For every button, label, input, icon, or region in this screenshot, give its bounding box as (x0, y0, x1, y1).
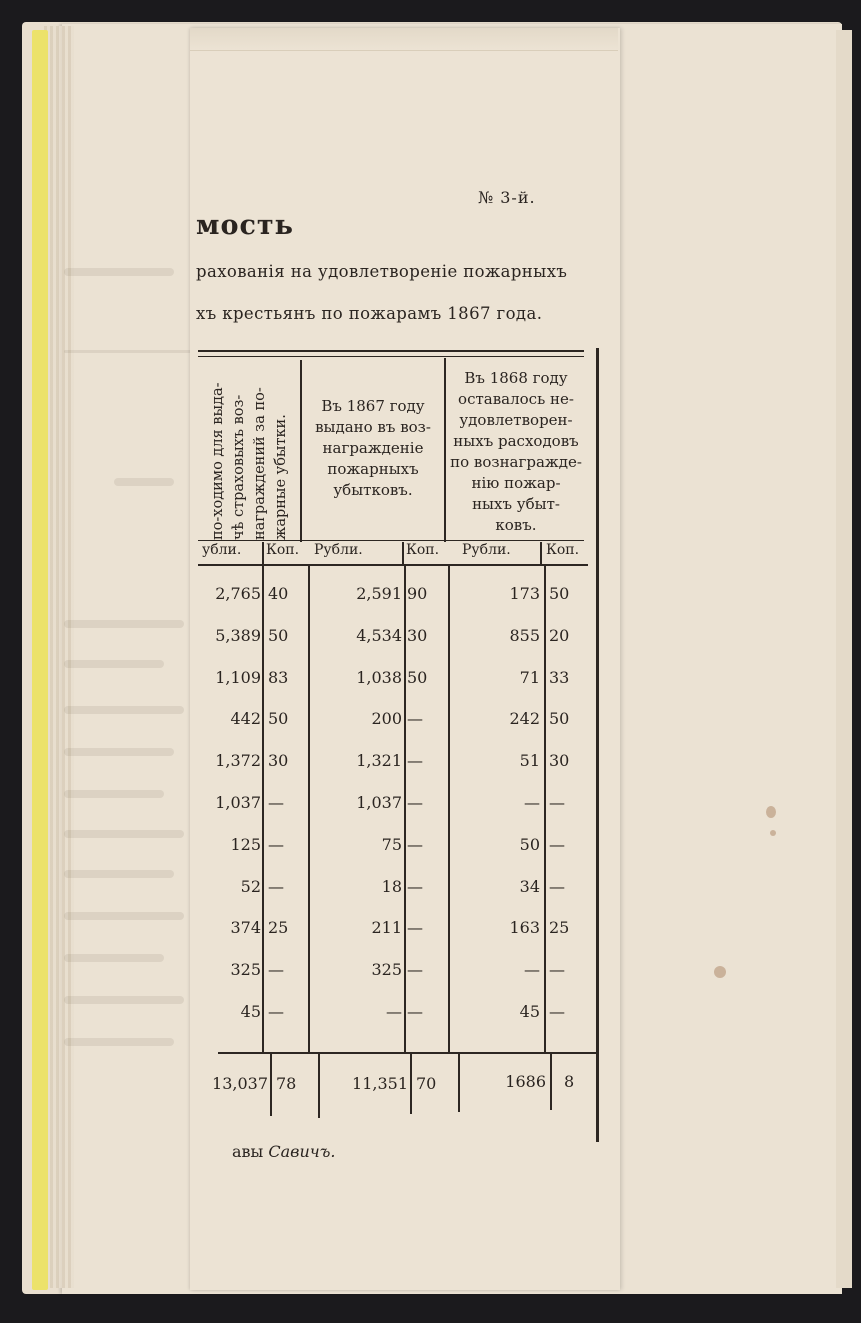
col1-header (200, 362, 300, 542)
col1-header-line: награждений за по- (252, 387, 268, 540)
cell-kopecks-2: 30 (407, 625, 428, 645)
header-bottom-rule (198, 564, 588, 566)
cell-rubles-2: 2,591 (356, 584, 402, 603)
col-divider (448, 566, 450, 1054)
cell-kopecks-3: 30 (549, 751, 570, 771)
slip-top-fold (190, 28, 618, 51)
cell-rubles-2: 200 (371, 709, 402, 729)
col2-header-line: убытковъ. (333, 481, 413, 499)
foxing-spot (714, 966, 726, 978)
col2-header-line: награжденіе (322, 439, 424, 457)
col3-header-line: удовлетворен- (459, 411, 573, 429)
col3-header-line: нію пожар- (471, 474, 561, 492)
foxing-spot (766, 806, 776, 818)
unit-rubles-1: убли. (202, 542, 242, 558)
col2-header-line: Въ 1867 году (321, 397, 425, 415)
cell-kopecks-3: — (549, 793, 565, 812)
cell-kopecks-1: 25 (268, 918, 289, 938)
col3-header-line: ныхъ убыт- (472, 495, 560, 513)
unit-kopecks-2: Коп. (406, 542, 440, 558)
col3-header-line: оставалось не- (458, 390, 574, 408)
cell-rubles-1: 125 (230, 834, 261, 854)
cell-kopecks-2: — (407, 918, 423, 938)
total-kopecks-2: 70 (416, 1074, 437, 1093)
cell-kopecks-2: 90 (407, 584, 428, 603)
footer-text: авы (232, 1142, 264, 1161)
cell-rubles-1: 5,389 (215, 625, 261, 645)
foxing-spot (770, 830, 776, 836)
col-divider (540, 542, 542, 566)
cell-rubles-2: 4,534 (356, 625, 402, 645)
col-divider (550, 1054, 552, 1110)
total-kopecks-3: 8 (564, 1072, 575, 1091)
cell-kopecks-3: — (549, 834, 565, 854)
col1-header-line: по-ходимо для выда- (210, 382, 226, 540)
total-rubles-2: 11,351 (352, 1074, 408, 1093)
document-title: мость (196, 210, 294, 241)
cell-rubles-2: 325 (371, 960, 402, 980)
col3-header-line: ныхъ расходовъ (453, 432, 579, 450)
cell-kopecks-2: — (407, 876, 423, 896)
cell-kopecks-2: — (407, 751, 423, 771)
col1-header-line: жарные убытки. (273, 414, 289, 540)
col-divider (262, 542, 264, 566)
cell-kopecks-2: — (407, 834, 423, 854)
col-divider (300, 360, 302, 542)
cell-kopecks-3: 25 (549, 918, 570, 938)
unit-kopecks-3: Коп. (546, 542, 580, 558)
table-top-rule (198, 350, 584, 352)
cell-kopecks-1: — (268, 1002, 284, 1021)
footer-line (232, 1142, 335, 1161)
cell-kopecks-1: 30 (268, 751, 289, 771)
col3-header (446, 368, 586, 536)
cell-rubles-1: 52 (240, 876, 261, 896)
bleed-through-text (64, 0, 194, 1323)
col-divider (262, 566, 264, 1054)
col2-header (304, 396, 442, 501)
table-right-border (596, 348, 599, 1142)
cell-rubles-1: 1,109 (215, 667, 261, 687)
cell-kopecks-3: 20 (549, 625, 570, 645)
unit-rubles-2: Рубли. (314, 542, 363, 558)
footer-signature: Савичъ. (268, 1142, 336, 1161)
cell-rubles-1: 325 (230, 960, 261, 980)
cell-rubles-3: 163 (509, 918, 540, 938)
col2-header-line: выдано въ воз- (315, 418, 431, 436)
cell-kopecks-1: — (268, 793, 284, 812)
cell-rubles-1: 2,765 (215, 584, 261, 603)
cell-rubles-3: 71 (519, 667, 540, 687)
cell-rubles-2: 75 (381, 834, 402, 854)
cell-rubles-2: 1,321 (356, 751, 402, 771)
cell-rubles-3: — (524, 793, 540, 812)
totals-rule (218, 1052, 596, 1054)
total-rubles-3: 1686 (505, 1072, 546, 1091)
cell-kopecks-1: 83 (268, 667, 289, 687)
cell-rubles-1: 45 (240, 1002, 261, 1021)
total-kopecks-1: 78 (276, 1074, 297, 1093)
subtitle-line-2: хъ крестьянъ по пожарамъ 1867 года. (196, 304, 543, 323)
cell-kopecks-2: — (407, 960, 423, 980)
cell-rubles-3: 51 (519, 751, 540, 771)
col2-header-line: пожарныхъ (327, 460, 419, 478)
col-divider (402, 542, 404, 566)
cell-rubles-2: 1,037 (356, 793, 402, 812)
cell-rubles-3: 173 (509, 584, 540, 603)
subtitle-line-1: рахованія на удовлетвореніе пожарныхъ (196, 262, 568, 281)
cell-kopecks-1: — (268, 876, 284, 896)
table-top-rule-thin (198, 356, 584, 357)
unit-rubles-3: Рубли. (462, 542, 511, 558)
cell-kopecks-3: 50 (549, 709, 570, 729)
cell-rubles-1: 374 (230, 918, 261, 938)
cell-kopecks-2: — (407, 709, 423, 729)
cell-kopecks-3: 33 (549, 667, 570, 687)
cell-rubles-2: 211 (371, 918, 402, 938)
cell-rubles-3: 34 (519, 876, 540, 896)
unit-kopecks-1: Коп. (266, 542, 300, 558)
col3-header-line: ковъ. (495, 516, 537, 534)
cell-kopecks-2: — (407, 793, 423, 812)
cell-kopecks-3: — (549, 1002, 565, 1021)
yellow-page-edge (32, 30, 48, 1290)
cell-kopecks-1: — (268, 834, 284, 854)
col-divider (544, 566, 546, 1054)
cell-rubles-1: 442 (230, 709, 261, 729)
cell-rubles-3: 50 (519, 834, 540, 854)
cell-rubles-1: 1,037 (215, 793, 261, 812)
cell-rubles-2: 18 (381, 876, 402, 896)
cell-kopecks-1: 50 (268, 625, 289, 645)
cell-rubles-3: — (524, 960, 540, 980)
col1-header-line: чѣ страховыхъ воз- (231, 394, 247, 540)
cell-rubles-3: 855 (509, 625, 540, 645)
cell-kopecks-3: 50 (549, 584, 570, 603)
cell-rubles-1: 1,372 (215, 751, 261, 771)
document-number: № 3-й. (478, 188, 536, 207)
total-rubles-1: 13,037 (212, 1074, 268, 1093)
cell-kopecks-3: — (549, 876, 565, 896)
col-divider (410, 1054, 412, 1114)
cell-kopecks-3: — (549, 960, 565, 980)
right-page-strip (836, 30, 852, 1288)
cell-kopecks-1: — (268, 960, 284, 980)
col3-header-line: по вознагражде- (450, 453, 582, 471)
col3-header-line: Въ 1868 году (464, 369, 568, 387)
cell-rubles-2: 1,038 (356, 667, 402, 687)
cell-rubles-2: — (386, 1002, 402, 1021)
cell-kopecks-1: 40 (268, 584, 289, 603)
cell-rubles-3: 242 (509, 709, 540, 729)
cell-rubles-3: 45 (519, 1002, 540, 1021)
cell-kopecks-2: — (407, 1002, 423, 1021)
col-divider (404, 566, 406, 1054)
col-divider (270, 1054, 272, 1116)
cell-kopecks-1: 50 (268, 709, 289, 729)
cell-kopecks-2: 50 (407, 667, 428, 687)
